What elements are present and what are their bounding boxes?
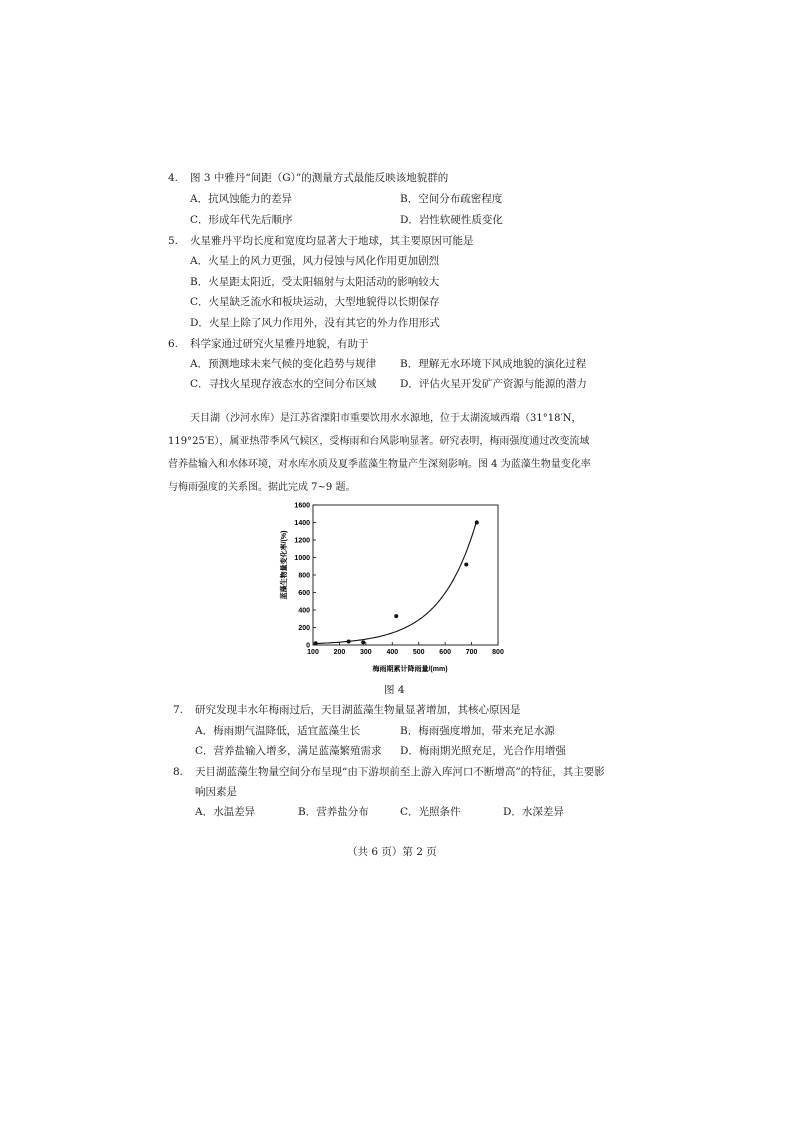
- x-tick-label: 300: [360, 649, 372, 656]
- x-tick-label: 100: [307, 649, 319, 656]
- q5-option-a: A．火星上的风力更强，风力侵蚀与风化作用更加剧烈: [190, 255, 440, 267]
- y-tick-label: 200: [298, 625, 310, 632]
- y-tick-label: 800: [298, 572, 310, 580]
- q7-option-b: B．梅雨强度增加，带来充足水源: [400, 725, 555, 737]
- q5-stem: 火星雅丹平均长度和宽度均显著大于地球，其主要原因可能是: [190, 235, 474, 247]
- x-axis-ticks: [307, 642, 504, 656]
- figure-4-chart: [278, 495, 506, 673]
- passage-line-3: 营养盐输入和水体环境，对水库水质及夏季蓝藻生物量产生深刻影响。图 4 为蓝藻生物量变化率: [168, 459, 591, 470]
- data-point: [394, 614, 398, 618]
- q4-option-a: A．抗风蚀能力的差异: [190, 193, 293, 205]
- data-point: [464, 563, 468, 567]
- q4-number: 4.: [168, 172, 179, 184]
- q8-stem-continued: 响因素是: [195, 786, 237, 798]
- q4-stem: 图 3 中雅丹“间距（G）”的测量方式最能反映该地貌群的: [190, 172, 449, 184]
- y-tick-label: 1400: [294, 520, 310, 527]
- q6-stem: 科学家通过研究火星雅丹地貌，有助于: [190, 338, 369, 350]
- y-tick-label: 600: [298, 590, 310, 597]
- page-footer: （共 6 页）第 2 页: [347, 846, 437, 858]
- q8-number: 8.: [173, 766, 184, 778]
- q8-option-b: B．营养盐分布: [298, 806, 369, 818]
- y-tick-label: 1000: [294, 555, 310, 562]
- q4-option-c: C．形成年代先后顺序: [190, 214, 293, 226]
- q8-option-c: C．光照条件: [400, 806, 461, 818]
- q5-number: 5.: [168, 235, 179, 247]
- y-tick-label: 1600: [294, 502, 310, 510]
- passage-line-1: 天目湖（沙河水库）是江苏省溧阳市重要饮用水水源地，位于太湖流域西端（31°18′N，: [190, 413, 582, 424]
- data-points: [314, 521, 479, 646]
- q7-number: 7.: [173, 704, 184, 716]
- data-point: [475, 521, 479, 525]
- chart-axes: [313, 505, 498, 645]
- y-axis-label: 蓝藻生物量变化率/(%): [281, 530, 288, 600]
- figure-caption: 图 4: [384, 684, 405, 696]
- q4-option-b: B．空间分布疏密程度: [400, 193, 503, 205]
- q5-option-d: D．火星上除了风力作用外，没有其它的外力作用形式: [190, 317, 440, 329]
- q7-option-a: A．梅雨期气温降低，适宜蓝藻生长: [195, 725, 361, 737]
- q8-stem: 天目湖蓝藻生物量空间分布呈现“由下游坝前至上游入库河口不断增高”的特征，其主要影: [195, 766, 605, 778]
- x-tick-label: 600: [439, 649, 451, 656]
- q7-stem: 研究发现丰水年梅雨过后，天目湖蓝藻生物量显著增加，其核心原因是: [195, 704, 521, 716]
- q8-option-a: A．水温差异: [195, 806, 256, 818]
- q8-option-d: D．水深差异: [503, 806, 564, 818]
- passage-line-2: 119°25′E），属亚热带季风气候区，受梅雨和台风影响显著。研究表明，梅雨强度通过改变流域: [168, 436, 590, 447]
- q7-option-d: D．梅雨期光照充足，光合作用增强: [400, 745, 566, 757]
- q5-option-b: B．火星距太阳近，受太阳辐射与太阳活动的影响较大: [190, 276, 440, 288]
- y-tick-label: 1200: [294, 537, 310, 545]
- q7-option-c: C．营养盐输入增多，满足蓝藻繁殖需求: [195, 745, 382, 757]
- q6-option-b: B．理解无水环境下风成地貌的演化过程: [400, 358, 587, 370]
- x-tick-label: 800: [492, 649, 504, 656]
- plot-frame: [313, 505, 498, 645]
- q6-option-a: A．预测地球未来气候的变化趋势与规律: [190, 358, 377, 370]
- q6-number: 6.: [168, 338, 179, 350]
- q6-option-c: C．寻找火星现存液态水的空间分布区域: [190, 378, 377, 390]
- fit-curve: [316, 520, 477, 643]
- x-tick-label: 700: [465, 649, 478, 656]
- x-tick-label: 500: [412, 649, 425, 656]
- y-tick-label: 400: [298, 607, 310, 615]
- passage-line-4: 与梅雨强度的关系图。据此完成 7~9 题。: [168, 482, 356, 493]
- data-point: [361, 640, 365, 644]
- y-tick-label: 0: [306, 642, 310, 650]
- x-tick-label: 400: [386, 649, 399, 656]
- data-point: [347, 640, 351, 644]
- q5-option-c: C．火星缺乏流水和板块运动，大型地貌得以长期保存: [190, 296, 440, 308]
- data-point: [314, 641, 318, 645]
- q6-option-d: D．评估火星开发矿产资源与能源的潜力: [400, 378, 587, 390]
- x-tick-label: 200: [333, 649, 346, 656]
- q4-option-d: D．岩性软硬性质变化: [400, 214, 503, 226]
- x-axis-label: 梅雨期累计降雨量/(mm): [372, 666, 448, 673]
